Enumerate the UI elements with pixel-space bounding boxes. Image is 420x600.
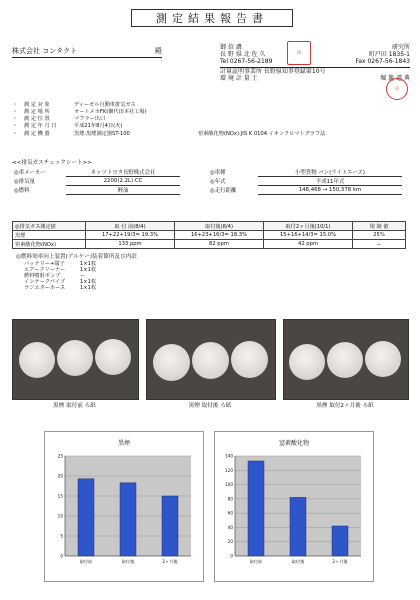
- part-name: ラジエターホース: [24, 284, 66, 291]
- y-tick-label: 80: [227, 496, 233, 502]
- gas-cell: 42 ppm: [264, 240, 353, 249]
- info-value-2: 窒素酸化物(NOx):JIS K 0104 イオンクロマトグラフ法: [198, 130, 326, 137]
- vehicle-value: 2200(2.2L) CC: [66, 177, 180, 186]
- photo-caption-after: 黒煙 取付後 ろ紙: [188, 403, 232, 409]
- part-qty: 1×1枚: [80, 266, 97, 273]
- gas-cell: 窒素酸化物(NOx): [13, 240, 86, 249]
- part-name: 燃料噴射ポンプ: [24, 272, 61, 279]
- gas-cell: 25%: [353, 231, 406, 240]
- bar: [162, 496, 178, 556]
- part-name: インテークパイプ: [24, 278, 66, 285]
- part-qty: 1×1枚: [80, 260, 97, 267]
- part-qty: 1×1枚: [80, 278, 97, 285]
- gas-cell: 82 ppm: [175, 240, 264, 249]
- recipient-suffix: 殿: [155, 47, 162, 55]
- chart-svg-black-smoke: [45, 448, 203, 578]
- parts-item: [24, 286, 137, 292]
- filter-photo-before: [12, 319, 139, 400]
- info-label: 測 定 対 象: [24, 102, 50, 108]
- issuer-certifier-name: 堀 籠 道 典: [380, 74, 410, 82]
- chart-nox: [214, 431, 374, 582]
- y-tick-label: 5: [60, 533, 63, 539]
- issuer-certifier-label: 環 境 計 量 士: [220, 74, 258, 82]
- y-tick-label: 25: [57, 453, 63, 459]
- info-row-equipment: ・ 測 定 機 器 黒煙:黒煙測定器ST-100 窒素酸化物(NOx):JIS K 0104 イオンクロマトグラフ法: [12, 130, 326, 137]
- y-tick-label: 0: [60, 553, 63, 559]
- vehicle-value: 小型貨物 バン(ライトエース): [258, 168, 402, 177]
- part-qty: 1×1枚: [80, 284, 97, 291]
- vehicle-label: ◎年式: [210, 179, 226, 185]
- info-row-location: ・ 測 定 場 所 オートメカFK(御代田本社工場): [12, 109, 147, 116]
- vehicle-row: [12, 186, 402, 195]
- filter-photo-2months: [283, 319, 409, 400]
- info-row-date: ・ 測 定 年 月 日 平成21年8月4日(火): [12, 123, 123, 130]
- photo-caption-2months: 黒煙 取付2ヶ月後 ろ紙: [316, 403, 374, 409]
- chart-title: 窒素酸化物: [278, 440, 309, 447]
- issuer-registration: 計量証明事業所 長野県知事登録第10号: [220, 67, 410, 75]
- x-tick-label: 2ヶ月後: [162, 559, 178, 564]
- bar: [332, 526, 348, 556]
- y-tick-label: 0: [230, 553, 233, 559]
- info-value: マフラー出口: [74, 116, 106, 123]
- gas-col-header: 取付2ヶ月後(10/1): [264, 222, 353, 231]
- recipient-block: [12, 46, 162, 58]
- y-tick-label: 60: [227, 510, 233, 516]
- vehicle-label: ◎車メーカー: [14, 170, 46, 177]
- info-value: 平成21年8月4日(火): [74, 123, 123, 130]
- info-label: 測 定 年 月 日: [24, 123, 57, 130]
- company-seal: 印: [287, 41, 311, 65]
- vehicle-value: ネッツトヨタ長野株式会社: [66, 168, 180, 177]
- x-tick-label: 2ヶ月後: [332, 559, 348, 564]
- info-value: 黒煙:黒煙測定器ST-100: [74, 130, 130, 137]
- gas-col-header: 取付後(8/4): [175, 222, 264, 231]
- gas-cell: 16+23+16/3= 18.3%: [175, 231, 264, 240]
- y-tick-label: 140: [225, 453, 233, 459]
- issuer-fax: Fax 0267-56-1843: [355, 58, 410, 66]
- issuer-name-right: 研究所: [391, 44, 410, 51]
- parts-heading: ◎燃料効率向上装置(アルケー)装着箇所及び内訳: [16, 254, 137, 260]
- gas-table-row: [13, 231, 406, 240]
- info-label: 測 定 場 所: [24, 109, 50, 116]
- issuer-address-right: 町戸田 1835-1: [368, 51, 410, 59]
- gas-cell: 15+16+14/3= 15.0%: [264, 231, 353, 240]
- vehicle-row: [12, 177, 402, 186]
- y-tick-label: 40: [227, 524, 233, 530]
- report-title: 測定結果報告書: [131, 9, 293, 27]
- parts-section: [16, 254, 137, 292]
- certifier-seal: 印: [386, 78, 408, 100]
- chart-svg-nox: [215, 448, 373, 578]
- chart-title: 黒煙: [117, 440, 130, 447]
- gas-cell: 133 ppm: [86, 240, 175, 249]
- x-tick-label: 取付後: [291, 559, 305, 564]
- y-tick-label: 20: [57, 473, 63, 479]
- photo-caption-before: 黒煙 取付前 ろ紙: [53, 403, 96, 409]
- gas-col-header: 取 付 前(8/4): [86, 222, 175, 231]
- gas-cell: ー: [353, 240, 406, 249]
- gas-col-header: ◎排気ガス測定値: [13, 222, 86, 231]
- vehicle-label: ◎燃料: [14, 188, 30, 194]
- issuer-name: 御 信 濃: [220, 44, 242, 51]
- y-tick-label: 15: [57, 493, 63, 499]
- gas-table-row: [13, 240, 406, 249]
- bar: [120, 483, 136, 556]
- x-tick-label: 取付前: [249, 559, 263, 564]
- recipient-name: 株式会社 コンタクト: [12, 47, 77, 55]
- vehicle-section-heading: <<排気ガスチェックシート>>: [12, 160, 92, 166]
- y-tick-label: 100: [225, 482, 233, 488]
- info-row-target: ・ 測 定 対 象 ディーゼル自動車排気ガス: [12, 102, 136, 108]
- y-tick-label: 120: [225, 467, 233, 473]
- vehicle-value: 平成11年式: [258, 177, 402, 186]
- chart-black-smoke: [44, 431, 204, 582]
- gas-table-header: [13, 222, 406, 231]
- vehicle-value: 148,468 → 150,378 km: [258, 186, 402, 195]
- x-tick-label: 取付後: [121, 559, 135, 564]
- info-label: 測 定 機 器: [24, 130, 50, 137]
- vehicle-label: ◎排気量: [14, 179, 35, 185]
- bar: [290, 497, 306, 556]
- gas-cell: 黒煙: [13, 231, 86, 240]
- vehicle-row: [12, 168, 402, 177]
- issuer-tel: Tel 0267-56-2189: [220, 58, 273, 66]
- issuer-block: [220, 44, 410, 82]
- bar: [78, 479, 94, 556]
- part-name: バッテリー+端子: [24, 260, 65, 267]
- vehicle-label: ◎走行距離: [210, 188, 237, 194]
- issuer-address: 長 野 県 北 佐 久: [220, 51, 266, 59]
- vehicle-table: [12, 168, 402, 195]
- bar: [248, 461, 264, 556]
- x-tick-label: 取付前: [79, 559, 93, 564]
- filter-photo-after: [146, 319, 276, 400]
- gas-measurement-table: [12, 221, 406, 249]
- info-row-position: ・ 測 定 位 置 マフラー出口: [12, 116, 106, 123]
- part-qty: ー: [80, 272, 86, 279]
- info-value: ディーゼル自動車排気ガス: [74, 102, 136, 108]
- part-name: エアークリーナー: [24, 266, 66, 273]
- measurement-info: [12, 103, 402, 139]
- vehicle-label: ◎車種: [210, 170, 226, 177]
- vehicle-value: 軽油: [66, 186, 180, 195]
- info-value: オートメカFK(御代田本社工場): [74, 109, 147, 116]
- y-tick-label: 20: [227, 539, 233, 545]
- info-label: 測 定 位 置: [24, 116, 50, 123]
- gas-cell: 17+22+19/3= 19.3%: [86, 231, 175, 240]
- gas-col-header: 規 制 値: [353, 222, 406, 231]
- y-tick-label: 10: [57, 513, 63, 519]
